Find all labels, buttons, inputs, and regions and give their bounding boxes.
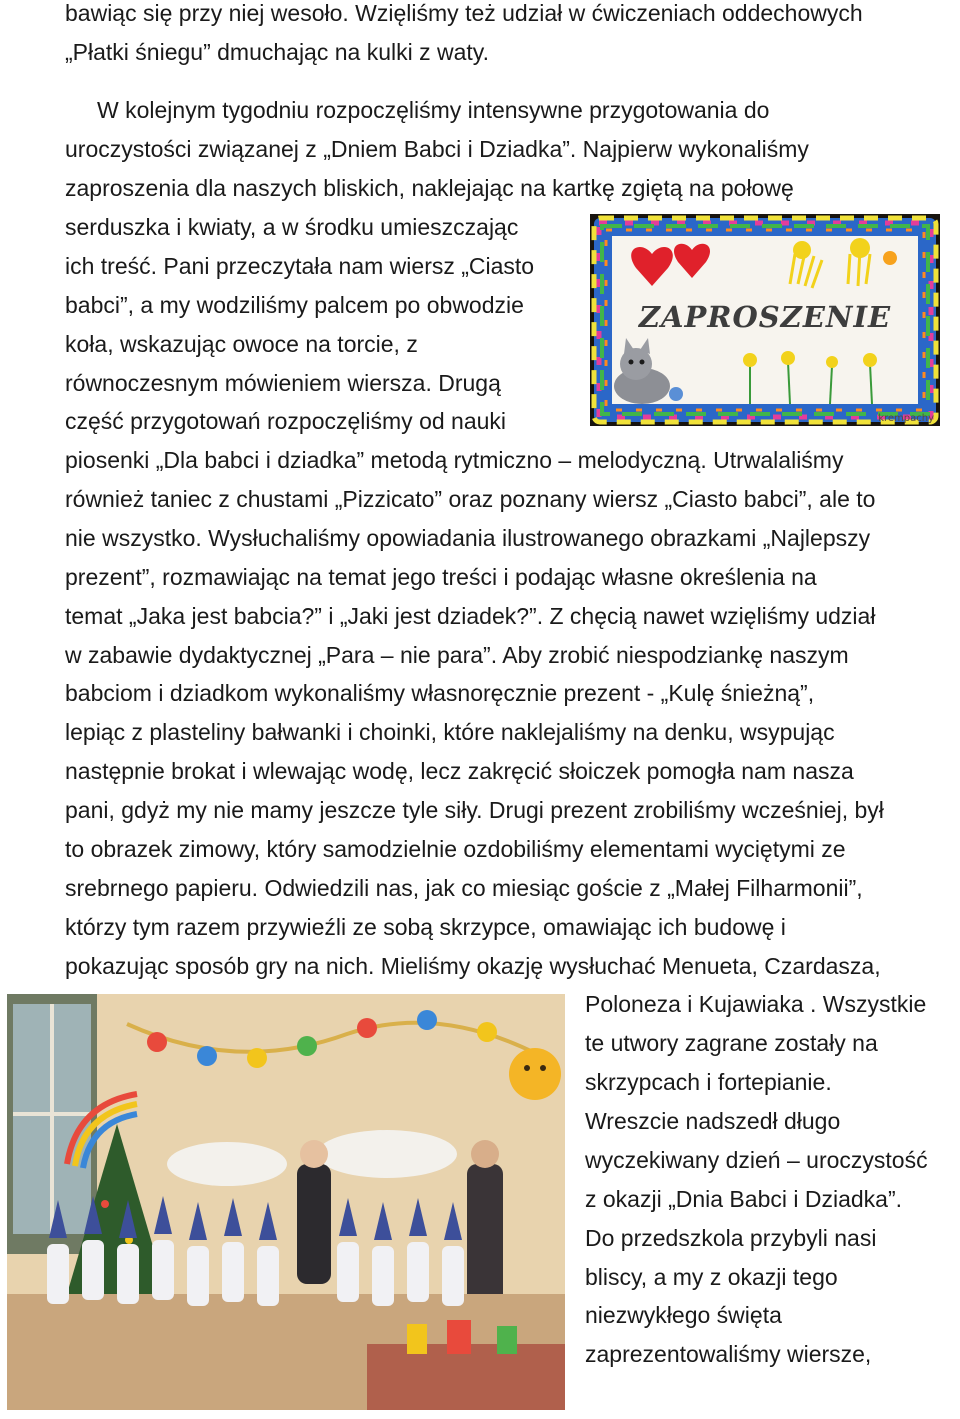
text-line: wyczekiwany dzień – uroczystość: [585, 1147, 928, 1173]
text-line: w zabawie dydaktycznej „Para – nie para”. Aby zrobić niespodziankę naszym: [65, 642, 849, 668]
invitation-card-image: [590, 214, 940, 426]
text-line: „Płatki śniegu” dmuchając na kulki z waty.: [65, 39, 489, 65]
text-line: bawiąc się przy niej wesoło. Wzięliśmy też udział w ćwiczeniach oddechowych: [65, 0, 863, 26]
text-line: bliscy, a my z okazji tego: [585, 1264, 838, 1290]
text-line: prezent”, rozmawiając na temat jego treści i podając własne określenia na: [65, 564, 817, 590]
text-line: następnie brokat i wlewając wodę, lecz zakręcić słoiczek pomogła nam nasza: [65, 758, 854, 784]
text-line: to obrazek zimowy, który samodzielnie ozdobiliśmy elementami wyciętymi ze: [65, 836, 846, 862]
text-line: pani, gdyż my nie mamy jeszcze tyle siły. Drugi prezent zrobiliśmy wcześniej, był: [65, 797, 884, 823]
text-line: te utwory zagrane zostały na: [585, 1030, 878, 1056]
text-line: pokazując sposób gry na nich. Mieliśmy okazję wysłuchać Menueta, Czardasza,: [65, 953, 881, 979]
text-line: nie wszystko. Wysłuchaliśmy opowiadania ilustrowanego obrazkami „Najlepszy: [65, 525, 871, 551]
text-line: skrzypcach i fortepianie.: [585, 1069, 832, 1095]
text-line: zaproszenia dla naszych bliskich, naklejając na kartkę zgiętą na połowę: [65, 175, 794, 201]
text-line: ich treść. Pani przeczytała nam wiersz „Ciasto: [65, 253, 535, 279]
text-line: koła, wskazując owoce na torcie, z: [65, 331, 418, 357]
text-line: srebrnego papieru. Odwiedzili nas, jak co miesiąc goście z „Małej Filharmonii”,: [65, 875, 863, 901]
text-line: Wreszcie nadszedł długo: [585, 1108, 841, 1134]
text-line: Do przedszkola przybyli nasi: [585, 1225, 877, 1251]
text-line: zaprezentowaliśmy wiersze,: [585, 1341, 872, 1367]
invitation-title: ZAPROSZENIE: [638, 300, 892, 334]
text-line: Poloneza i Kujawiaka . Wszystkie: [585, 991, 927, 1017]
text-line: również taniec z chustami „Pizzicato” oraz poznany wiersz „Ciasto babci”, ale to: [65, 486, 876, 512]
text-line: część przygotowań rozpoczęliśmy od nauki: [65, 408, 507, 434]
text-line: którzy tym razem przywieźli ze sobą skrzypce, omawiając ich budowę i: [65, 914, 786, 940]
text-line: babciom i dziadkom wykonaliśmy własnoręcznie prezent - „Kulę śnieżną”,: [65, 680, 815, 706]
text-line: niezwykłego święta: [585, 1302, 782, 1328]
text-line: babci”, a my wodziliśmy palcem po obwodzie: [65, 292, 524, 318]
text-line: z okazji „Dnia Babci i Dziadka”.: [585, 1186, 903, 1212]
text-line: serduszka i kwiaty, a w środku umieszczając: [65, 214, 519, 240]
classroom-photo: [7, 994, 565, 1410]
invitation-signature: krempachy: [878, 413, 934, 424]
text-line: temat „Jaka jest babcia?” i „Jaki jest dziadek?”. Z chęcią nawet wzięliśmy udział: [65, 603, 876, 629]
text-line: uroczystości związanej z „Dniem Babci i Dziadka”. Najpierw wykonaliśmy: [65, 136, 809, 162]
classroom-photo-drawing: [7, 994, 565, 1410]
text-line: równoczesnym mówieniem wiersza. Drugą: [65, 370, 501, 396]
text-line: piosenki „Dla babci i dziadka” metodą rytmiczno – melodyczną. Utrwalaliśmy: [65, 447, 844, 473]
text-line: lepiąc z plasteliny bałwanki i choinki, które naklejaliśmy na denku, wsypując: [65, 719, 835, 745]
text-line: W kolejnym tygodniu rozpoczęliśmy intensywne przygotowania do: [97, 97, 770, 123]
